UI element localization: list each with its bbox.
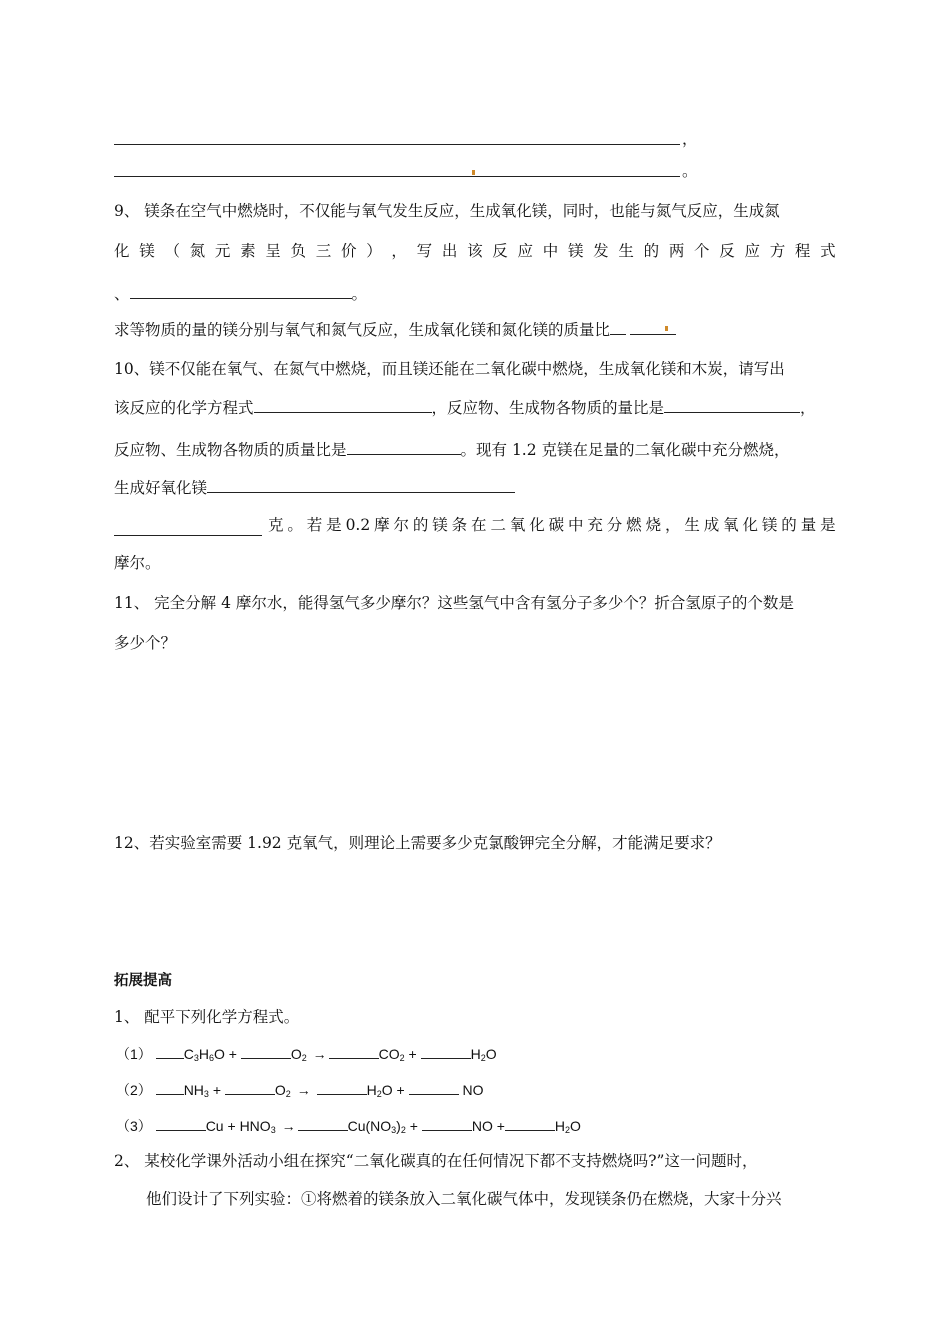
equation-1: （1） $C_3H_6O + O_2 \to CO_2 + H_2O$ bbox=[116, 1042, 497, 1069]
arrow-icon: → bbox=[312, 1046, 327, 1062]
answer-blank[interactable] bbox=[347, 438, 461, 455]
coefficient-blank[interactable] bbox=[156, 1114, 206, 1131]
q9-line2: 化 镁 （ 氮 元 素 呈 负 三 价 ） ， 写 出 该 反 应 中 镁 发 生 的 两 个 反 应 方 程 式 bbox=[114, 242, 836, 260]
q9-line3: 、 。 bbox=[114, 282, 367, 305]
q10-line4: 生成好氧化镁 bbox=[114, 476, 515, 499]
q9-line4: 求等物质的量的镁分别与氧气和氮气反应，生成氧化镁和氮化镁的质量比 bbox=[114, 318, 676, 341]
answer-blank[interactable] bbox=[254, 396, 432, 413]
equation-3: （3） $Cu + HNO_3 \to Cu(NO_3)_2$ + NO + $H_2O$ bbox=[116, 1114, 581, 1141]
coefficient-blank[interactable] bbox=[298, 1114, 348, 1131]
extension-item1: 1、 配平下列化学方程式。 bbox=[114, 1008, 300, 1026]
coefficient-blank[interactable] bbox=[225, 1078, 275, 1095]
arrow-icon: → bbox=[281, 1118, 296, 1134]
punctuation: ， bbox=[682, 130, 698, 148]
answer-blank[interactable] bbox=[130, 282, 352, 299]
answer-blank[interactable] bbox=[207, 476, 515, 493]
answer-blank[interactable] bbox=[664, 396, 800, 413]
q9-line1: 9、 镁条在空气中燃烧时，不仅能与氧气发生反应，生成氧化镁，同时，也能与氮气反应，生成氮 bbox=[114, 202, 780, 220]
coefficient-blank[interactable] bbox=[409, 1078, 459, 1095]
q10-line6: 摩尔。 bbox=[114, 554, 161, 572]
q11-line1: 11、 完全分解 4 摩尔水，能得氢气多少摩尔？这些氢气中含有氢分子多少个？折合氢原子的个数是 bbox=[114, 594, 794, 612]
answer-blank[interactable] bbox=[114, 519, 262, 536]
coefficient-blank[interactable] bbox=[317, 1078, 367, 1095]
coefficient-blank[interactable] bbox=[241, 1042, 291, 1059]
coefficient-blank[interactable] bbox=[422, 1114, 472, 1131]
mark-dot bbox=[665, 326, 668, 331]
answer-blank[interactable] bbox=[630, 318, 676, 335]
q12-line1: 12、若实验室需要 1.92 克氧气，则理论上需要多少克氯酸钾完全分解，才能满足要求？ bbox=[114, 834, 721, 852]
mark-dot bbox=[472, 170, 475, 175]
coefficient-blank[interactable] bbox=[421, 1042, 471, 1059]
arrow-icon: → bbox=[296, 1082, 311, 1098]
answer-blank[interactable] bbox=[610, 318, 626, 335]
answer-blank[interactable] bbox=[114, 176, 680, 177]
punctuation: 。 bbox=[682, 162, 698, 180]
q10-line1: 10、镁不仅能在氧气、在氮气中燃烧，而且镁还能在二氧化碳中燃烧，生成氧化镁和木炭，请写出 bbox=[114, 360, 785, 378]
coefficient-blank[interactable] bbox=[156, 1078, 184, 1095]
q10-line2: 该反应的化学方程式 ，反应物、生成物各物质的量比是 ， bbox=[114, 396, 816, 419]
equation-2: （2） $NH_3 + O_2 \to H_2O$ + NO bbox=[116, 1078, 483, 1105]
extension-item2-line1: 2、 某校化学课外活动小组在探究“二氧化碳真的在任何情况下都不支持燃烧吗?”这一问题时， bbox=[114, 1152, 758, 1170]
q11-line2: 多少个？ bbox=[114, 634, 177, 652]
extension-item2-line2: 他们设计了下列实验：①将燃着的镁条放入二氧化碳气体中，发现镁条仍在燃烧，大家十分兴 bbox=[146, 1190, 782, 1208]
coefficient-blank[interactable] bbox=[329, 1042, 379, 1059]
answer-blank[interactable] bbox=[114, 144, 680, 145]
coefficient-blank[interactable] bbox=[505, 1114, 555, 1131]
q10-line5: 克 。 若 是 0.2 摩 尔 的 镁 条 在 二 氧 化 碳 中 充 分 燃 烧 ， 生 成 氧 化 镁 的 量 是 bbox=[114, 514, 836, 536]
coefficient-blank[interactable] bbox=[156, 1042, 184, 1059]
q10-line3: 反应物、生成物各物质的质量比是 。现有 1.2 克镁在足量的二氧化碳中充分燃烧， bbox=[114, 438, 790, 461]
section-heading: 拓展提高 bbox=[114, 973, 172, 989]
